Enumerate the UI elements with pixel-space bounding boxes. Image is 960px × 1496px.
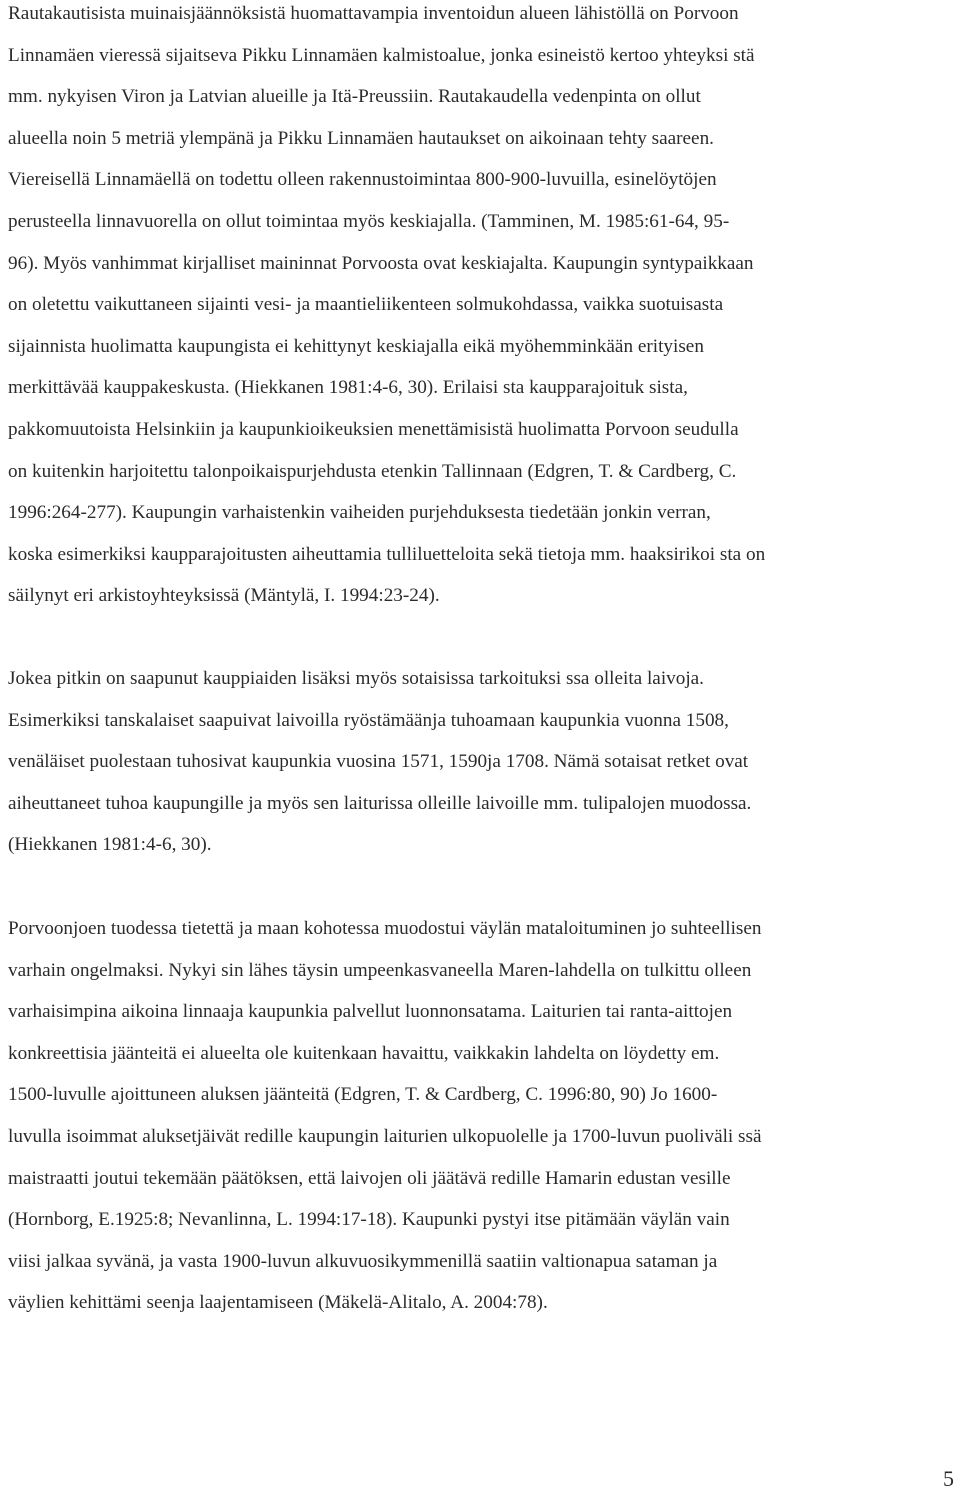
text-line: pakkomuutoista Helsinkiin ja kaupunkioikeuksien menettämisistä huolimatta Porvoon seudulla [8,418,739,440]
text-line: (Hiekkanen 1981:4-6, 30). [8,834,212,856]
text-line: koska esimerkiksi kaupparajoitusten aiheuttamia tulliluetteloita sekä tietoja mm. haaksirikoi sta on [8,543,766,565]
text-line: merkittävää kauppakeskusta. (Hiekkanen 1981:4-6, 30). Erilaisi sta kaupparajoituk sista, [8,377,688,399]
text-line: luvulla isoimmat aluksetjäivät redille kaupungin laiturien ulkopuolelle ja 1700-luvun puoliväli ssä [8,1125,762,1147]
page-number: 5 [943,1466,954,1491]
text-line: viisi jalkaa syvänä, ja vasta 1900-luvun alkuvuosikymmenillä saatiin valtionapua sataman ja [8,1250,718,1272]
text-line: Esimerkiksi tanskalaiset saapuivat laivoilla ryöstämäänja tuhoamaan kaupunkia vuonna 1508, [8,709,729,731]
text-line: on kuitenkin harjoitettu talonpoikaispurjehdusta etenkin Tallinnaan (Edgren, T. & Cardberg, C. [8,460,737,482]
text-line: Jokea pitkin on saapunut kauppiaiden lisäksi myös sotaisissa tarkoituksi ssa olleita laivoja. [8,668,704,689]
text-line: perusteella linnavuorella on ollut toimintaa myös keskiajalla. (Tamminen, M. 1985:61-64, 95- [8,210,730,232]
text-line: on oletettu vaikuttaneen sijainti vesi- ja maantieliikenteen solmukohdassa, vaikka suotuisasta [8,294,724,316]
text-line: (Hornborg, E.1925:8; Nevanlinna, L. 1994:17-18). Kaupunki pystyi itse pitämään väylän vain [8,1209,730,1231]
paragraph-war-ships [8,658,952,866]
text-line: varhaisimpina aikoina linnaaja kaupunkia palvellut luonnonsatama. Laiturien tai ranta-aittojen [8,1001,733,1023]
text-line: sijainnista huolimatta kaupungista ei kehittynyt keskiajalla eikä myöhemminkään erityisen [8,335,704,357]
text-line: väylien kehittämi seenja laajentamiseen (Mäkelä-Alitalo, A. 2004:78). [8,1292,548,1314]
text-line: maistraatti joutui tekemään päätöksen, että laivojen oli jäätävä redille Hamarin edustan vesille [8,1167,731,1189]
text-line: konkreettisia jäänteitä ei alueelta ole kuitenkaan havaittu, vaikkakin lahdelta on löydetty em. [8,1042,720,1064]
text-line: aiheuttaneet tuhoa kaupungille ja myös sen laiturissa olleille laivoille mm. tulipalojen muodossa. [8,792,752,814]
text-line: 96). Myös vanhimmat kirjalliset maininnat Porvoosta ovat keskiajalta. Kaupungin syntypaikkaan [8,252,754,274]
paragraph-fairway-harbour [8,908,952,1324]
text-line: Rautakautisista muinaisjäännöksistä huomattavampia inventoidun alueen lähistöllä on Porvoon [8,3,739,24]
text-line: säilynyt eri arkistoyhteyksissä (Mäntylä, I. 1994:23-24). [8,585,440,607]
text-line: 1996:264-277). Kaupungin varhaistenkin vaiheiden purjehduksesta tiedetään jonkin verran, [8,502,711,524]
text-line: alueella noin 5 metriä ylempänä ja Pikku Linnamäen hautaukset on aikoinaan tehty saareen. [8,127,714,149]
text-line: Porvoonjoen tuodessa tietettä ja maan kohotessa muodostui väylän mataloituminen jo suhteellisen [8,918,762,939]
text-line: Linnamäen vieressä sijaitseva Pikku Linnamäen kalmistoalue, jonka esineistö kertoo yhteyksi stä [8,44,755,66]
text-line: venäläiset puolestaan tuhosivat kaupunkia vuosina 1571, 1590ja 1708. Nämä sotaisat retket ovat [8,751,749,773]
text-line: mm. nykyisen Viron ja Latvian alueille ja Itä-Preussiin. Rautakaudella vedenpinta on ollut [8,86,701,108]
paragraph-iron-age-history [8,0,952,617]
text-line: varhain ongelmaksi. Nykyi sin lähes täysin umpeenkasvaneella Maren-lahdella on tulkittu olleen [8,959,752,981]
text-line: Viereisellä Linnamäellä on todettu olleen rakennustoimintaa 800-900-luvuilla, esinelöytöjen [8,169,717,191]
text-line: 1500-luvulle ajoittuneen aluksen jäänteitä (Edgren, T. & Cardberg, C. 1996:80, 90) Jo 1600- [8,1084,718,1106]
